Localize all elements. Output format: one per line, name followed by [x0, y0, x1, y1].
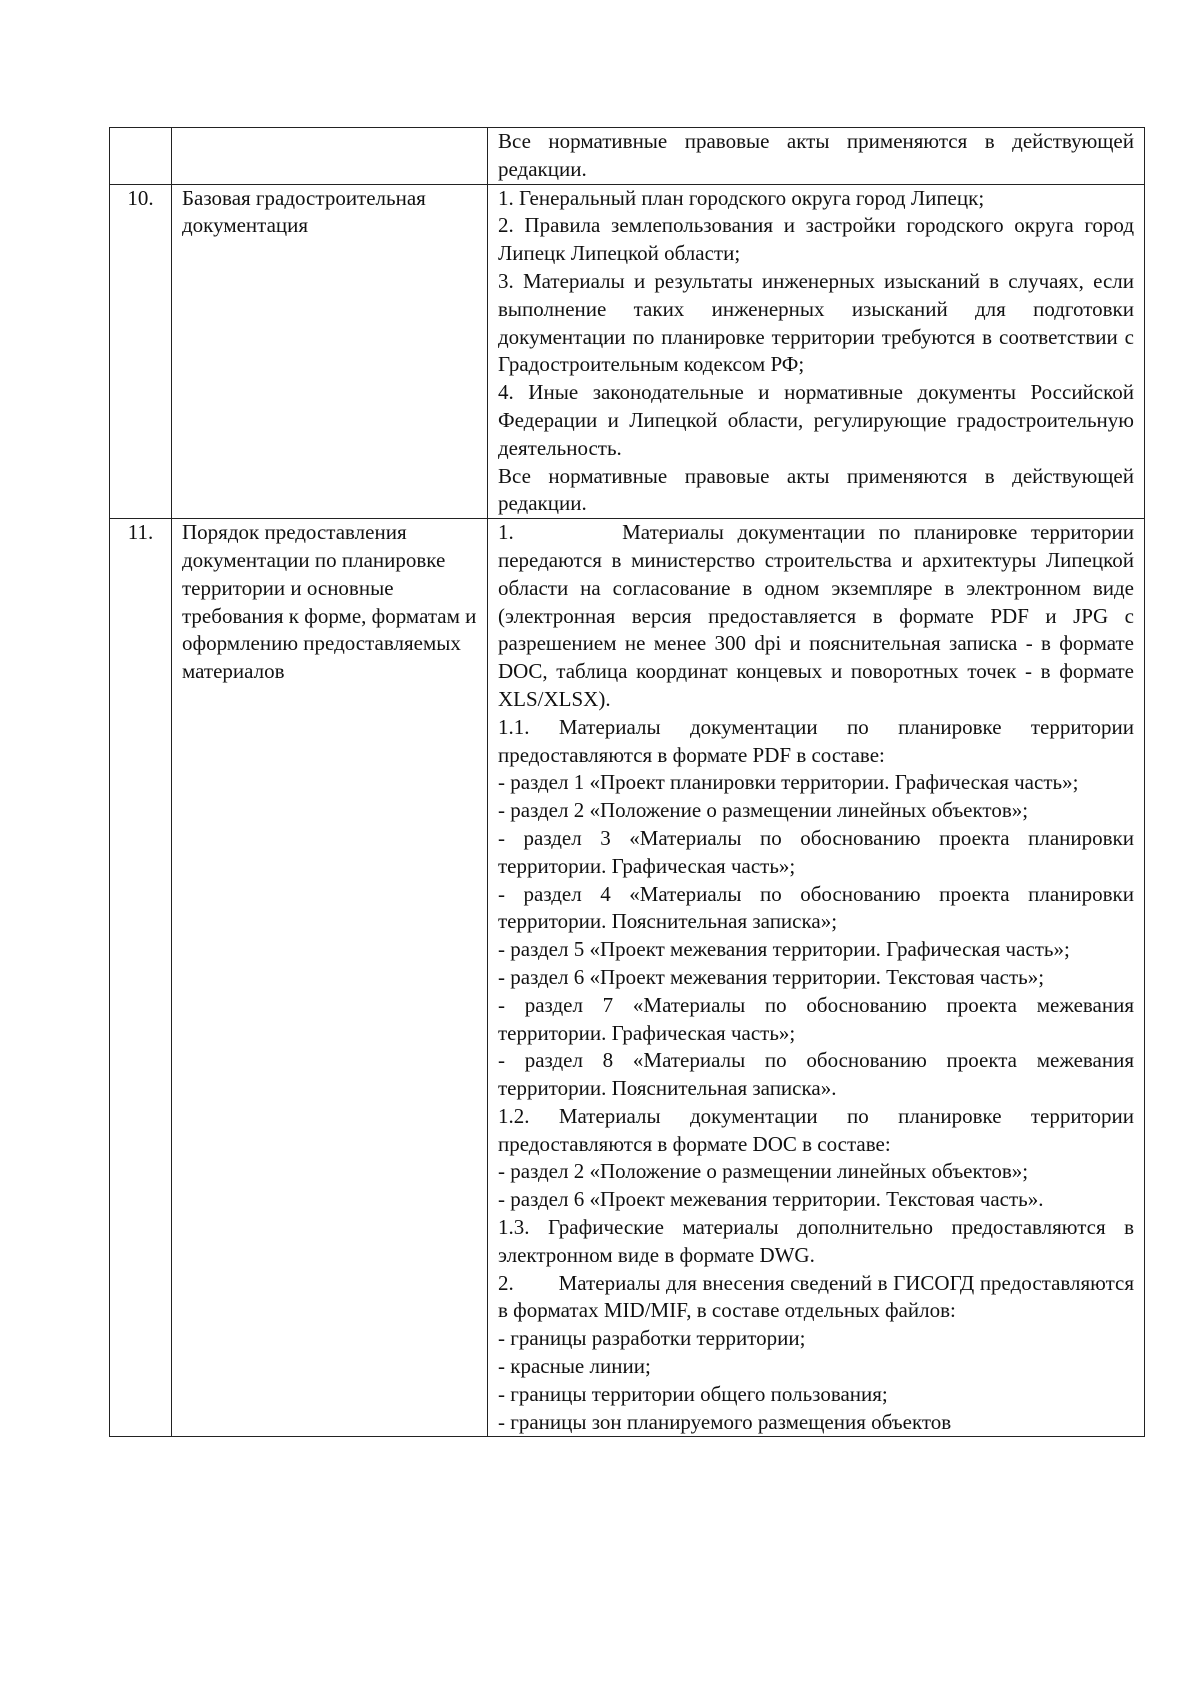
row-content	[488, 184, 1145, 519]
paragraph: - раздел 8 «Материалы по обоснованию проекта межевания территории. Пояснительная записка».	[498, 1048, 1134, 1101]
paragraph: 1.3. Графические материалы дополнительно предоставляются в электронном виде в формате DWG.	[498, 1215, 1134, 1267]
paragraph: - границы разработки территории;	[498, 1326, 806, 1351]
paragraph: 1.2. Материалы документации по планировке территории предоставляются в формате DOC в составе:	[498, 1103, 1134, 1156]
paragraph: - раздел 3 «Материалы по обоснованию проекта планировки территории. Графическая часть»;	[498, 825, 1134, 878]
row-content	[488, 128, 1145, 185]
paragraph: 4. Иные законодательные и нормативные документы Российской Федерации и Липецкой области, регулирующие градостроительную деятельность.	[498, 380, 1134, 460]
paragraph: Все нормативные правовые акты применяются в действующей редакции.	[498, 129, 1134, 181]
row-number	[110, 128, 172, 185]
row-title: Базовая градостроительная документация	[172, 184, 488, 519]
row-title	[172, 128, 488, 185]
paragraph: - красные линии;	[498, 1354, 651, 1379]
paragraph: - раздел 7 «Материалы по обоснованию проекта межевания территории. Графическая часть»;	[498, 992, 1134, 1045]
paragraph: - раздел 2 «Положение о размещении линейных объектов»;	[498, 798, 1029, 823]
table-row	[110, 519, 1145, 1437]
paragraph: 1. Материалы документации по планировке территории передаются в министерство строительства и архитектуры Липецкой области на согласование в одном экземпляре в электронном виде (электронная версия предоставляется в формате PDF и JPG с разрешением не менее 300 dpi и пояснительная записка - в формате DOC, таблица координат концевых и поворотных точек - в формате XLS/XLSX).	[498, 520, 1134, 711]
paragraph: - раздел 6 «Проект межевания территории. Текстовая часть».	[498, 1187, 1044, 1212]
paragraph: 2. Правила землепользования и застройки городского округа город Липецк Липецкой области;	[498, 213, 1134, 266]
row-title: Порядок предоставления документации по планировке территории и основные требования к форме, форматам и оформлению предоставляемых материалов	[172, 519, 488, 1437]
paragraph: - раздел 2 «Положение о размещении линейных объектов»;	[498, 1159, 1029, 1184]
row-number: 11.	[110, 519, 172, 1437]
row-number: 10.	[110, 184, 172, 519]
paragraph: 1. Генеральный план городского округа город Липецк;	[498, 185, 985, 210]
row-content	[488, 519, 1145, 1437]
table-row	[110, 128, 1145, 185]
paragraph: Все нормативные правовые акты применяются в действующей редакции.	[498, 463, 1134, 516]
paragraph: - границы территории общего пользования;	[498, 1381, 888, 1406]
requirements-table	[109, 127, 1145, 1437]
paragraph: 3. Материалы и результаты инженерных изысканий в случаях, если выполнение таких инженерных изысканий для подготовки документации по планировке территории требуются в соответствии с Градостроительным кодексом РФ;	[498, 268, 1134, 377]
paragraph: - границы зон планируемого размещения объектов	[498, 1409, 952, 1434]
paragraph: - раздел 6 «Проект межевания территории. Текстовая часть»;	[498, 964, 1045, 989]
paragraph: - раздел 4 «Материалы по обоснованию проекта планировки территории. Пояснительная записка»;	[498, 881, 1134, 934]
paragraph: - раздел 1 «Проект планировки территории. Графическая часть»;	[498, 770, 1079, 795]
paragraph: 2. Материалы для внесения сведений в ГИСОГД предоставляются в форматах MID/MIF, в составе отдельных файлов:	[498, 1270, 1134, 1323]
table-row	[110, 184, 1145, 519]
paragraph: - раздел 5 «Проект межевания территории. Графическая часть»;	[498, 937, 1070, 962]
paragraph: 1.1. Материалы документации по планировке территории предоставляются в формате PDF в составе:	[498, 714, 1134, 767]
